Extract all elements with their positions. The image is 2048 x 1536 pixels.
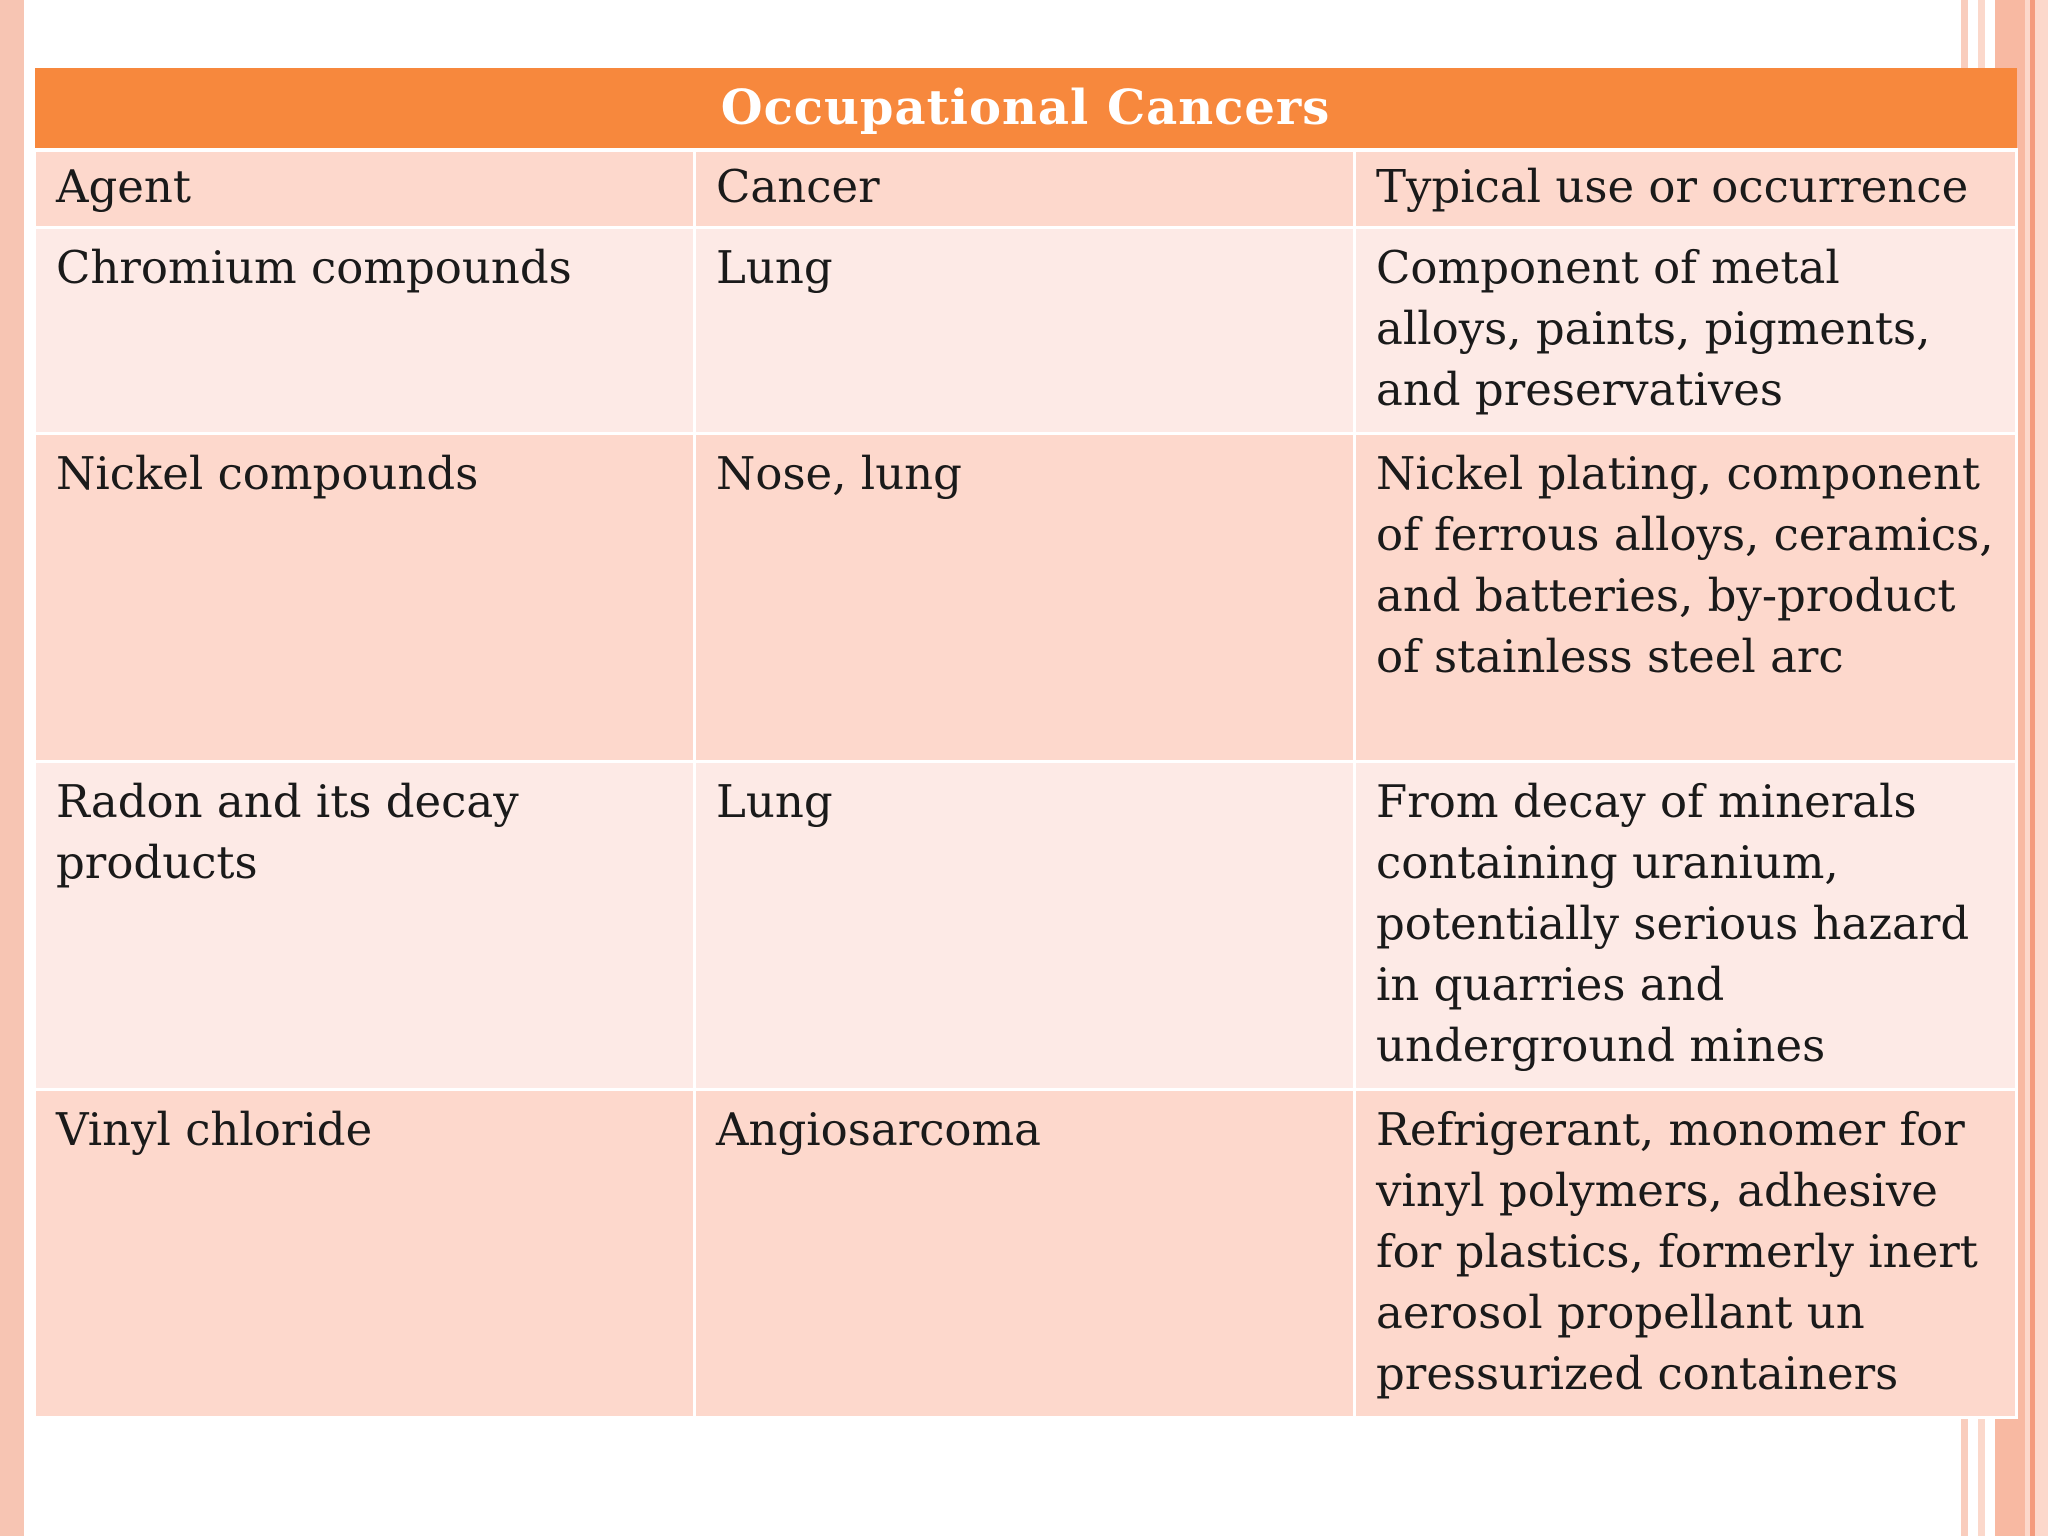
use-cell: Nickel plating, component of ferrous alloys, ceramics, and batteries, by-product of stainless steel arc [1355,434,2017,762]
table-row [35,762,2017,1090]
column-header-agent: Agent [35,150,695,228]
right-border-stripe [2025,0,2048,1536]
agent-cell: Chromium compounds [35,228,695,434]
use-cell: Refrigerant, monomer for vinyl polymers, adhesive for plastics, formerly inert aerosol propellant un pressurized containers [1355,1090,2017,1418]
cancer-cell: Nose, lung [695,434,1355,762]
cancer-cell: Angiosarcoma [695,1090,1355,1418]
table-header-row [35,150,2017,228]
column-header-cancer: Cancer [695,150,1355,228]
table-row [35,1090,2017,1418]
use-cell: From decay of minerals containing uranium, potentially serious hazard in quarries and underground mines [1355,762,2017,1090]
agent-cell: Radon and its decay products [35,762,695,1090]
table-title: Occupational Cancers [35,68,2017,150]
use-cell: Component of metal alloys, paints, pigments, and preservatives [1355,228,2017,434]
table-row [35,228,2017,434]
cancer-cell: Lung [695,228,1355,434]
agent-cell: Nickel compounds [35,434,695,762]
cancer-cell: Lung [695,762,1355,1090]
table-row [35,434,2017,762]
left-border-stripe [0,0,24,1536]
column-header-use: Typical use or occurrence [1355,150,2017,228]
right-border-stripe [2030,0,2035,1536]
agent-cell: Vinyl chloride [35,1090,695,1418]
occupational-cancers-table [33,68,2015,1419]
